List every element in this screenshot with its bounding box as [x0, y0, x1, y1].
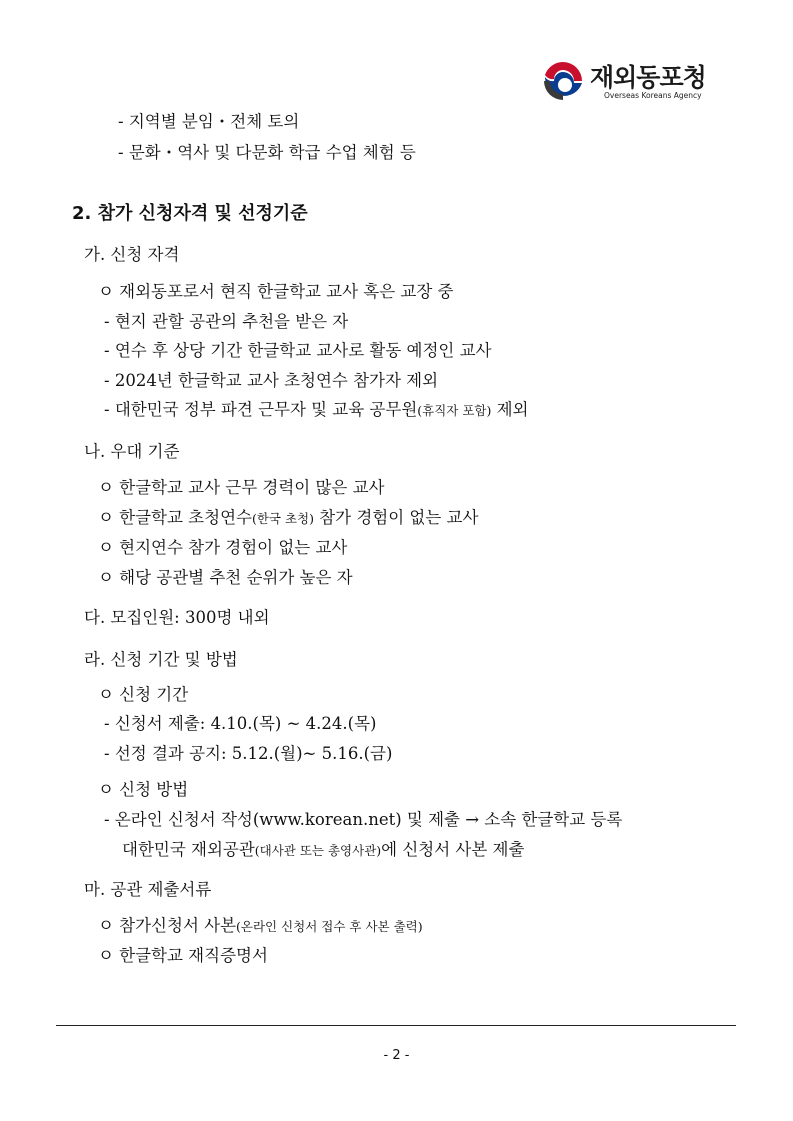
- qualification-item-1: - 현지 관할 공관의 추천을 받은 자: [104, 312, 349, 331]
- documents-title: 마. 공관 제출서류: [84, 880, 212, 899]
- qualification-item-4-tail: 제외: [491, 400, 529, 419]
- preference-item-2: [98, 508, 478, 529]
- qualification-item-4-note: (휴직자 포함): [417, 403, 492, 418]
- period-result: - 선정 결과 공지: 5.12.(월)~ 5.16.(금): [104, 744, 393, 763]
- qualification-item-4-main: - 대한민국 정부 파견 근무자 및 교육 공무원: [104, 400, 418, 419]
- documents-item-1: [98, 916, 423, 937]
- method-line-2-main: 대한민국 재외공관: [122, 840, 255, 859]
- period-submission: - 신청서 제출: 4.10.(목) ~ 4.24.(목): [104, 714, 377, 733]
- qualification-item-4: [104, 400, 529, 421]
- documents-item-1-note: (온라인 신청서 접수 후 사본 출력): [236, 919, 423, 934]
- qualification-bullet: ㅇ 재외동포로서 현직 한글학교 교사 혹은 교장 중: [98, 282, 454, 301]
- period-title: 라. 신청 기간 및 방법: [84, 650, 238, 669]
- method-line-2-tail: 에 신청서 사본 제출: [381, 840, 525, 859]
- method-line-2-note: (대사관 또는 총영사관): [254, 843, 382, 858]
- preference-item-1: ㅇ 한글학교 교사 근무 경력이 많은 교사: [98, 478, 385, 497]
- taegeuk-emblem-icon: [543, 61, 583, 101]
- preference-item-2-note: (한국 초청): [251, 511, 314, 526]
- method-subtitle: ㅇ 신청 방법: [98, 780, 189, 799]
- agency-logo: [543, 58, 713, 104]
- qualification-title: 가. 신청 자격: [84, 245, 180, 264]
- section-title: 2. 참가 신청자격 및 선정기준: [72, 203, 308, 224]
- recruitment-title: 다. 모집인원: 300명 내외: [84, 608, 270, 627]
- page-number: - 2 -: [383, 1048, 410, 1063]
- documents-item-2: ㅇ 한글학교 재직증명서: [98, 946, 268, 965]
- intro-item-2: - 문화・역사 및 다문화 학급 수업 체험 등: [118, 143, 416, 162]
- method-line-2: [122, 840, 524, 861]
- preference-item-2-tail: 참가 경험이 없는 교사: [313, 508, 479, 527]
- preference-item-3: ㅇ 현지연수 참가 경험이 없는 교사: [98, 538, 348, 557]
- intro-item-1: - 지역별 분임・전체 토의: [118, 112, 300, 131]
- preference-item-4: ㅇ 해당 공관별 추천 순위가 높은 자: [98, 568, 353, 587]
- qualification-item-2: - 연수 후 상당 기간 한글학교 교사로 활동 예정인 교사: [104, 341, 492, 360]
- footer-divider: [56, 1025, 736, 1026]
- agency-name-english: Overseas Koreans Agency: [604, 91, 702, 100]
- agency-name-korean: 재외동포청: [590, 63, 706, 92]
- period-subtitle: ㅇ 신청 기간: [98, 685, 189, 704]
- preference-title: 나. 우대 기준: [84, 442, 180, 461]
- preference-item-2-main: ㅇ 한글학교 초청연수: [98, 508, 252, 527]
- qualification-item-3: - 2024년 한글학교 교사 초청연수 참가자 제외: [104, 371, 439, 390]
- documents-item-1-main: ㅇ 참가신청서 사본: [98, 916, 237, 935]
- method-line-1: - 온라인 신청서 작성(www.korean.net) 및 제출 → 소속 한글학교 등록: [104, 810, 623, 829]
